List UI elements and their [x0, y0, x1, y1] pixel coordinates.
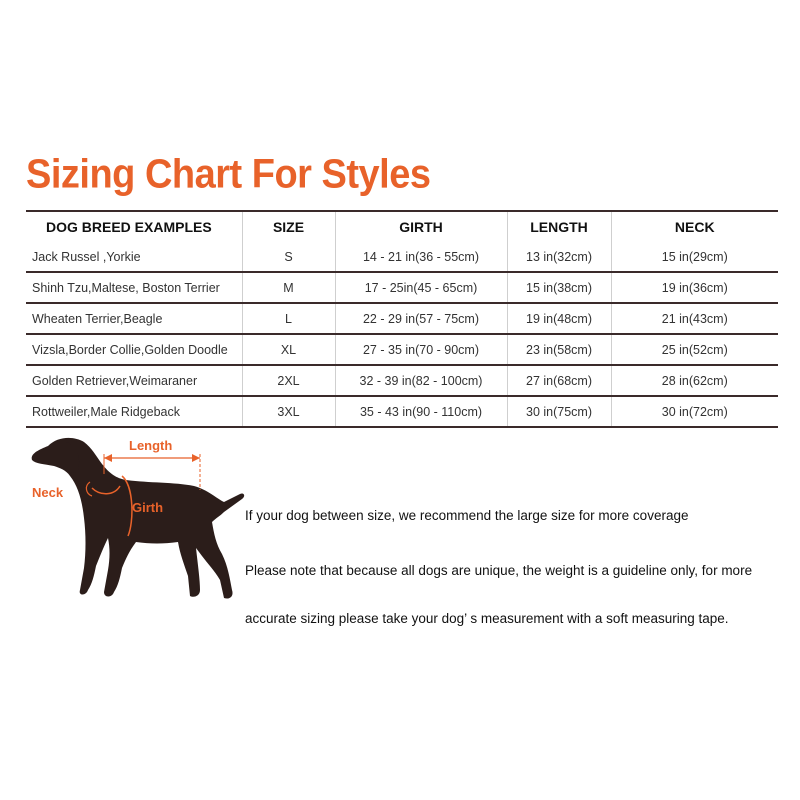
header-length: LENGTH [507, 211, 611, 242]
table-row [26, 272, 778, 303]
chart-title: Sizing Chart For Styles [26, 152, 431, 198]
breed-cell: Jack Russel ,Yorkie [26, 242, 242, 272]
neck-cell: 15 in(29cm) [611, 242, 778, 272]
guideline-note-line2: accurate sizing please take your dog’ s measurement with a soft measuring tape. [245, 611, 729, 626]
girth-cell: 35 - 43 in(90 - 110cm) [335, 396, 507, 427]
table-row [26, 303, 778, 334]
header-size: SIZE [242, 211, 335, 242]
header-breed: DOG BREED EXAMPLES [26, 211, 242, 242]
length-cell: 27 in(68cm) [507, 365, 611, 396]
size-cell: 3XL [242, 396, 335, 427]
dog-measurement-diagram [26, 430, 256, 620]
header-girth: GIRTH [335, 211, 507, 242]
dog-silhouette-icon [26, 430, 256, 620]
girth-cell: 27 - 35 in(70 - 90cm) [335, 334, 507, 365]
length-label: Length [129, 438, 173, 453]
girth-label: Girth [132, 500, 164, 515]
size-cell: 2XL [242, 365, 335, 396]
breed-cell: Wheaten Terrier,Beagle [26, 303, 242, 334]
breed-cell: Vizsla,Border Collie,Golden Doodle [26, 334, 242, 365]
neck-label: Neck [32, 485, 64, 500]
neck-cell: 28 in(62cm) [611, 365, 778, 396]
girth-cell: 32 - 39 in(82 - 100cm) [335, 365, 507, 396]
breed-cell: Rottweiler,Male Ridgeback [26, 396, 242, 427]
table-row [26, 242, 778, 272]
neck-cell: 25 in(52cm) [611, 334, 778, 365]
breed-cell: Golden Retriever,Weimaraner [26, 365, 242, 396]
length-cell: 13 in(32cm) [507, 242, 611, 272]
table-row [26, 396, 778, 427]
table-row [26, 334, 778, 365]
girth-cell: 17 - 25in(45 - 65cm) [335, 272, 507, 303]
header-neck: NECK [611, 211, 778, 242]
girth-cell: 22 - 29 in(57 - 75cm) [335, 303, 507, 334]
breed-cell: Shinh Tzu,Maltese, Boston Terrier [26, 272, 242, 303]
size-recommendation-note: If your dog between size, we recommend the large size for more coverage [245, 508, 689, 523]
neck-cell: 30 in(72cm) [611, 396, 778, 427]
length-cell: 15 in(38cm) [507, 272, 611, 303]
size-cell: XL [242, 334, 335, 365]
length-cell: 23 in(58cm) [507, 334, 611, 365]
sizing-table [26, 210, 778, 428]
neck-cell: 21 in(43cm) [611, 303, 778, 334]
girth-cell: 14 - 21 in(36 - 55cm) [335, 242, 507, 272]
size-cell: L [242, 303, 335, 334]
neck-cell: 19 in(36cm) [611, 272, 778, 303]
size-cell: S [242, 242, 335, 272]
table-header-row [26, 211, 778, 242]
size-cell: M [242, 272, 335, 303]
guideline-note-line1: Please note that because all dogs are unique, the weight is a guideline only, for more [245, 563, 753, 578]
table-row [26, 365, 778, 396]
length-cell: 19 in(48cm) [507, 303, 611, 334]
length-cell: 30 in(75cm) [507, 396, 611, 427]
